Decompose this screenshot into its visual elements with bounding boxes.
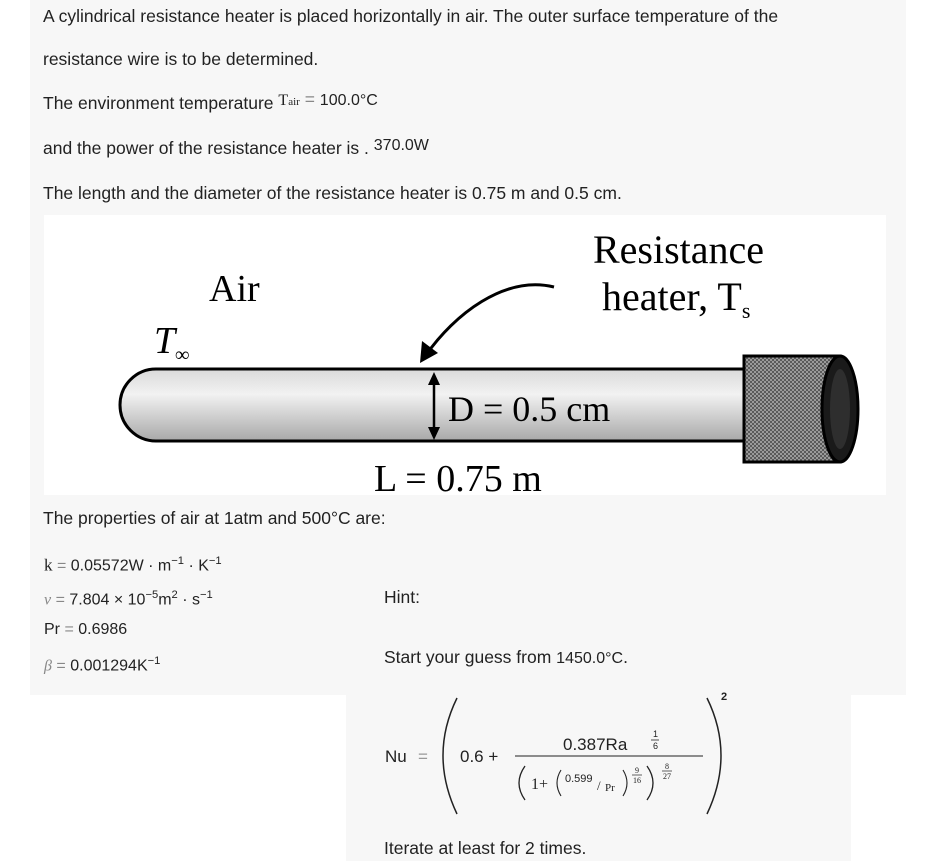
guess-value: 1450.0°C <box>556 650 624 667</box>
nu-symbol: Nu <box>385 747 407 766</box>
svg-text:6: 6 <box>653 741 659 751</box>
problem-line-2: resistance wire is to be determined. <box>43 49 319 69</box>
property-pr: Pr = 0.6986 <box>44 621 128 638</box>
equals-sign: = <box>304 89 315 109</box>
pointer-arrow <box>426 285 554 355</box>
heater-diagram-svg <box>44 215 886 495</box>
guess-line: Start your guess from 1450.0°C. <box>384 647 628 667</box>
length-label: L = 0.75 m <box>374 458 542 495</box>
air-label: Air <box>209 268 260 310</box>
property-nu: $\nu = 7.804 \times 10^{-5}m^2 \cdot s^{-1}$ <box>44 589 213 609</box>
power-line <box>43 138 429 159</box>
formula-numerator: 0.387Ra <box>563 735 628 754</box>
svg-text:Pr: Pr <box>605 782 615 794</box>
power-value: 370.0W <box>373 137 429 154</box>
t-air-value: 100.0°C <box>319 92 378 109</box>
svg-text:27: 27 <box>663 772 671 781</box>
diameter-label: D = 0.5 cm <box>448 389 611 429</box>
heater-label-2: heater, $T_s$ <box>602 274 751 323</box>
svg-text:16: 16 <box>633 776 641 785</box>
svg-text:8: 8 <box>665 762 669 771</box>
svg-text:1+: 1+ <box>531 776 549 793</box>
svg-text:1: 1 <box>653 729 659 739</box>
nusselt-formula <box>385 690 785 820</box>
nusselt-formula-svg <box>385 690 785 820</box>
problem-line-1: A cylindrical resistance heater is placed horizontally in air. The outer surface temperature of the <box>43 6 779 26</box>
power-text: and the power of the resistance heater is . <box>43 138 369 158</box>
iterate-note: Iterate at least for 2 times. <box>384 838 587 858</box>
heater-diagram <box>44 215 886 495</box>
hint-label: Hint: <box>384 587 420 607</box>
t-air-sub: air <box>288 96 300 108</box>
svg-text:0.599: 0.599 <box>565 773 593 785</box>
svg-text:=: = <box>418 747 428 766</box>
svg-text:0.6 +: 0.6 + <box>460 747 499 766</box>
environment-temperature-line <box>43 89 378 114</box>
env-text: The environment temperature <box>43 93 274 113</box>
property-k: $k = 0.05572W \cdot m^{-1} \cdot K^{-1}$ <box>44 555 222 575</box>
svg-text:9: 9 <box>635 766 639 775</box>
heater-label-1: Resistance <box>593 227 765 272</box>
properties-heading: The properties of air at 1atm and 500°C are: <box>43 508 386 528</box>
dimensions-line: The length and the diameter of the resistance heater is 0.75 m and 0.5 cm. <box>43 183 622 203</box>
outer-exponent: 2 <box>721 691 728 703</box>
t-infinity-label: $T_\infty$ <box>154 320 190 366</box>
t-air-symbol: T <box>278 92 289 109</box>
property-beta: $\beta = 0.001294K^{-1}$ <box>44 655 161 675</box>
svg-text:/: / <box>597 778 601 793</box>
